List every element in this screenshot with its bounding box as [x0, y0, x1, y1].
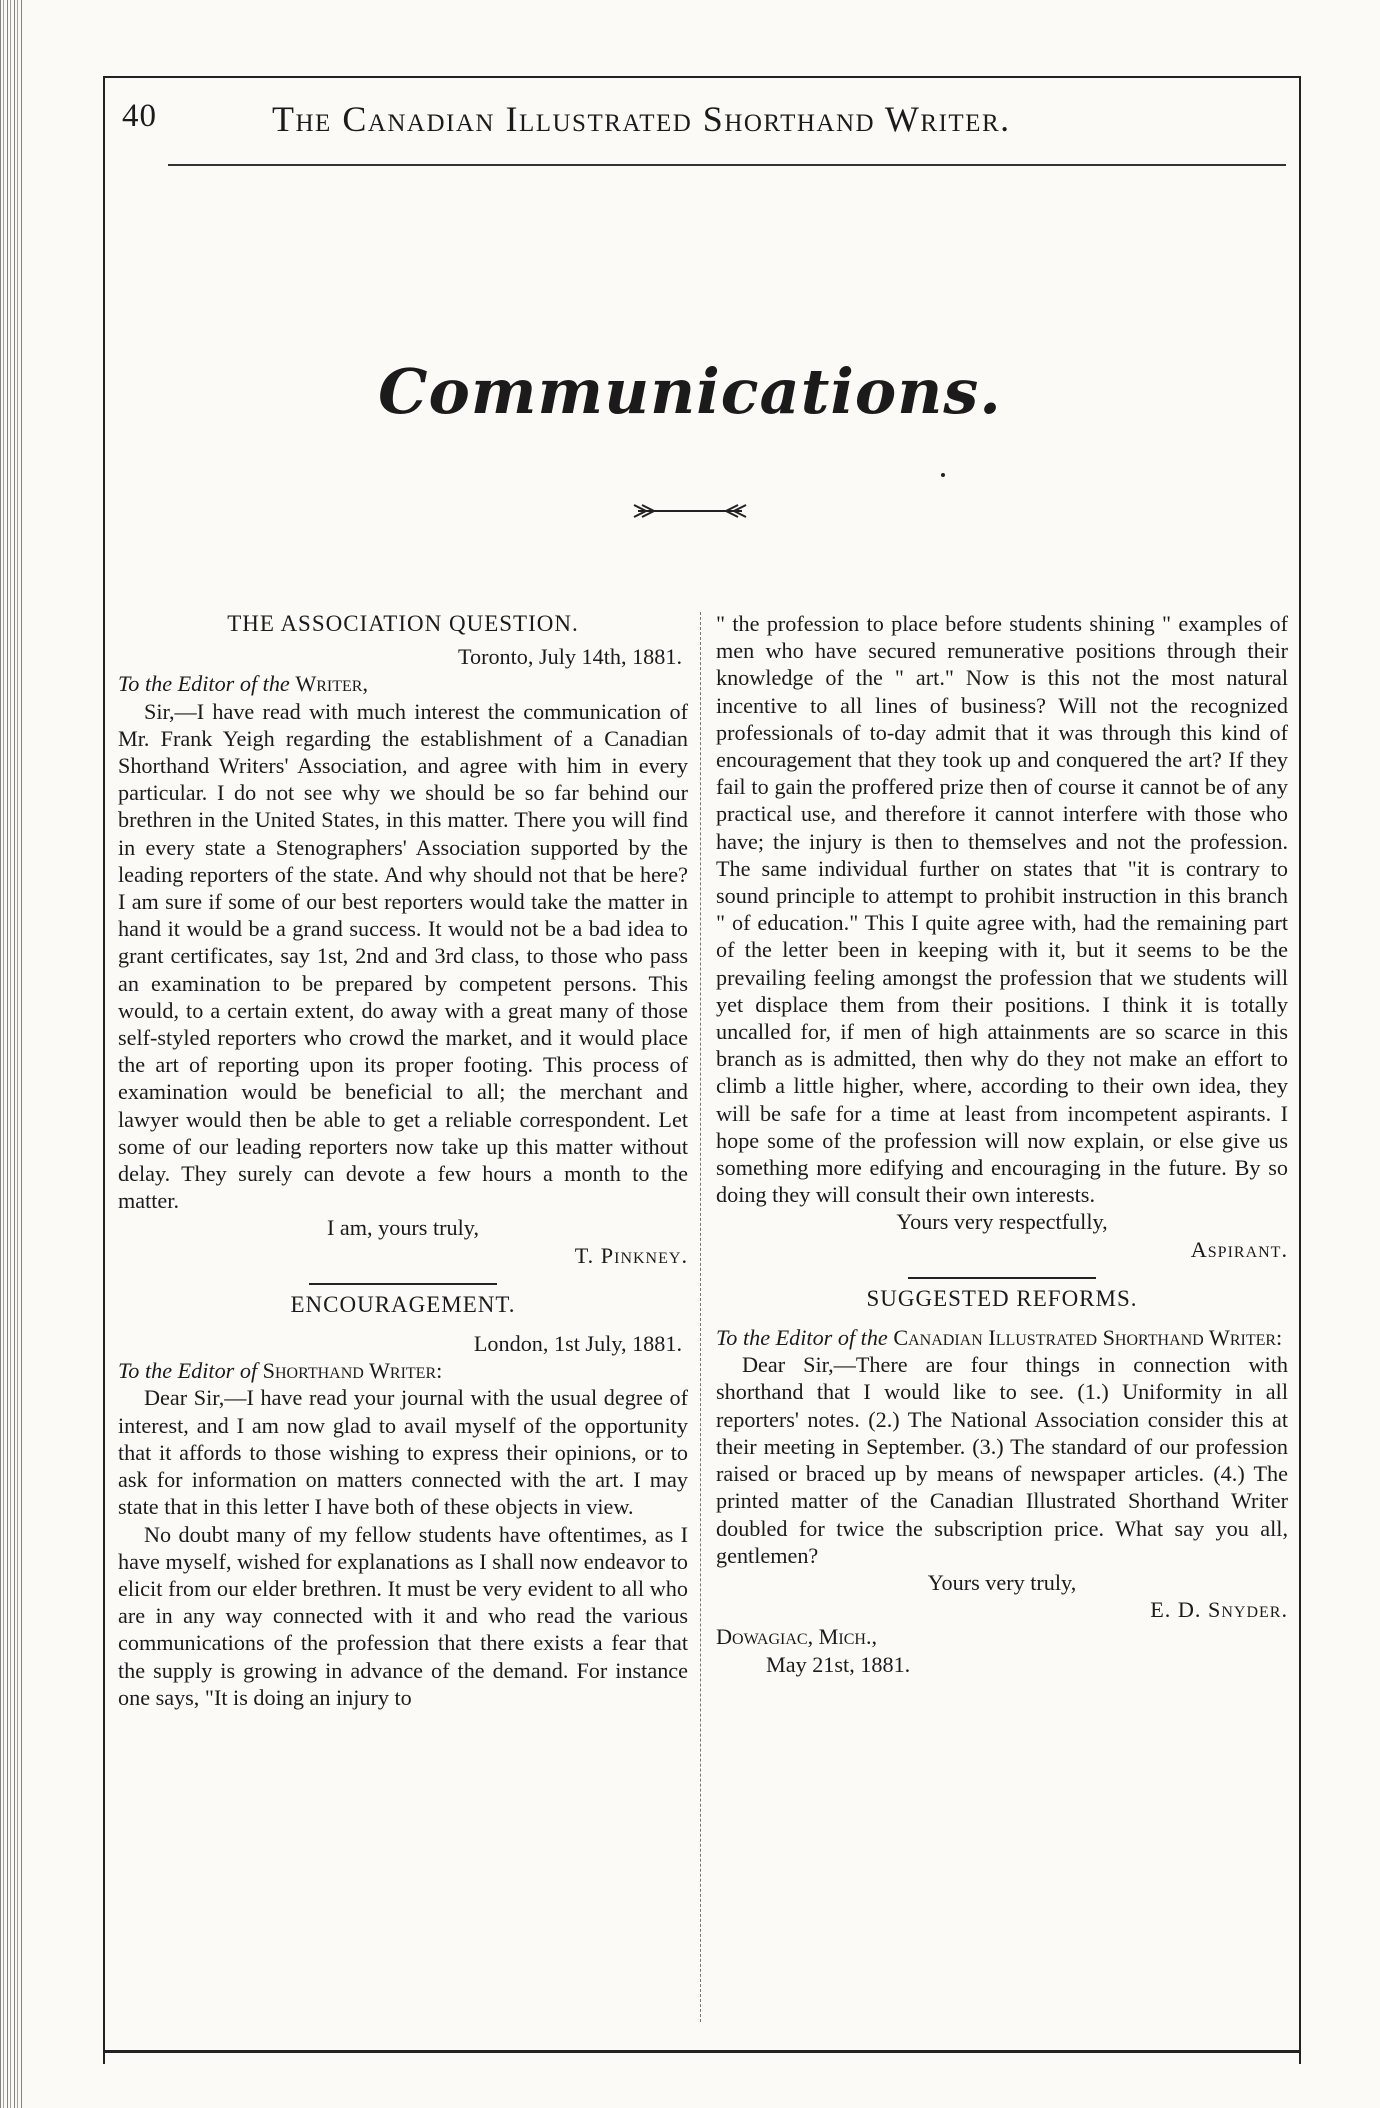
salutation-name: Writer,: [295, 671, 369, 697]
page-number: 40: [122, 98, 157, 134]
stray-dot: [941, 473, 945, 477]
closing-reforms: Yours very truly,: [927, 1569, 1077, 1595]
section-title: Communications.: [378, 355, 1002, 428]
journal-title: The Canadian Illustrated Shorthand Writer.: [272, 99, 1011, 139]
binding-edge: [0, 0, 22, 2108]
closing-encouragement: Yours very respectfully,: [896, 1209, 1108, 1235]
running-head: [122, 98, 1282, 148]
ornament-divider: [620, 496, 760, 526]
dateline-encouragement: London, 1st July, 1881.: [473, 1331, 682, 1357]
salutation-name: Shorthand Writer:: [262, 1358, 443, 1384]
header-rule: [168, 164, 1286, 166]
letter-body-reforms: Dear Sir,—There are four things in connection with shorthand that I would like to see. (1.) Uniformity in all reporters' notes. (2.) The National Association consider this at their meeting in September. (3.) The standard of our profession raised or braced up by means of newspaper articles. (4.) The printed matter of the Canadian Illustrated Shorthand Writer doubled for twice the subscription price. What say you all, gentlemen?: [716, 1352, 1288, 1568]
article-heading-association: THE ASSOCIATION QUESTION.: [227, 611, 579, 636]
page-frame-bottom-rule: [103, 2050, 1301, 2053]
article-heading-encouragement: ENCOURAGEMENT.: [290, 1291, 516, 1317]
signature-encouragement: Aspirant.: [1190, 1236, 1288, 1262]
letter-paragraph-1: Dear Sir,—I have read your journal with the usual degree of interest, and I am now glad to avail myself of the opportunity that it affords to those wishing to express their opinions, or to ask for information on matters connected with the art. I may state that in this letter I have both of these objects in view.: [118, 1385, 688, 1520]
signature-reforms: E. D. Snyder.: [1150, 1597, 1288, 1623]
article-separator: [309, 1283, 497, 1285]
letter-paragraph-2: No doubt many of my fellow students have oftentimes, as I have myself, wished for explanations as I shall now endeavor to elicit from our elder brethren. It must be very evident to all who are in any way connected with it and who read the various communications of the profession that there exists a fear that the supply is growing in advance of the demand. For instance one says, "It is doing an injury to: [118, 1521, 688, 1710]
salutation-prefix: To the Editor of the: [118, 671, 290, 697]
place-reforms: Dowagiac, Mich.,: [716, 1624, 878, 1650]
letter-body-association: Sir,—I have read with much interest the communication of Mr. Frank Yeigh regarding the establishment of a Canadian Shorthand Writers' Association, and agree with him in every particular. I do not see why we should be so far behind our brethren in the United States, in this matter. There you will find in every state a Stenographers' Association supported by the leading reporters of the state. And why should not that be here? I am sure if some of our best reporters would take the matter in hand it would be a grand success. It would not be a bad idea to grant certificates, say 1st, 2nd and 3rd class, to those who pass an examination to be prepared by competent persons. This would, to a certain extent, do away with a great many of those self-styled reporters who crowd the market, and it would place the art of reporting upon its proper footing. This process of examination would be beneficial to all; the merchant and lawyer would then be able to get a reliable correspondent. Let some of our leading reporters now take up this matter without delay. They surely can devote a few hours a month to the matter.: [118, 698, 688, 1214]
dateline-association: Toronto, July 14th, 1881.: [457, 644, 682, 670]
article-heading-reforms: SUGGESTED REFORMS.: [866, 1285, 1138, 1311]
salutation-encouragement: [118, 1357, 688, 1384]
left-column: [118, 610, 688, 1711]
salutation-association: [118, 670, 688, 697]
salutation-name: Canadian Illustrated Shorthand Writer:: [893, 1325, 1283, 1351]
salutation-prefix: To the Editor of the: [716, 1325, 888, 1351]
salutation-prefix: To the Editor of: [118, 1358, 258, 1384]
closing-association: I am, yours truly,: [327, 1215, 479, 1241]
right-column: [716, 610, 1288, 1678]
date-reforms: May 21st, 1881.: [766, 1651, 911, 1677]
letter-continued: " the profession to place before students shining " examples of men who have secured remunerative positions through their knowledge of the " art." Now is this not the most natural incentive to all lines of business? Will not the recognized professionals of to-day admit that it was through this kind of encouragement that they took up and conquered the art? If they fail to gain the proffered prize then of course it cannot be of any practical use, and therefore it cannot interfere with those who have; the injury is then to themselves and not the profession. The same individual further on states that "it is contrary to sound principle to attempt to prohibit instruction in this branch " of education." This I quite agree with, had the remaining part of the letter been in keeping with it, but it seems to be the prevailing feeling amongst the profession that we students will yet displace them from their positions. I think it is totally uncalled for, if men of high attainments are so scarce in this branch as is admitted, then why do they not make an effort to climb a little higher, where, according to their own idea, they will be safe for a time at least from incompetent aspirants. I hope some of the profession will now explain, or else give us something more edifying and encouraging in the future. By so doing they will consult their own interests.: [716, 611, 1288, 1208]
column-divider: [700, 612, 701, 2022]
signature-association: T. Pinkney.: [574, 1242, 688, 1268]
salutation-reforms: [716, 1324, 1288, 1351]
article-separator: [908, 1277, 1096, 1279]
